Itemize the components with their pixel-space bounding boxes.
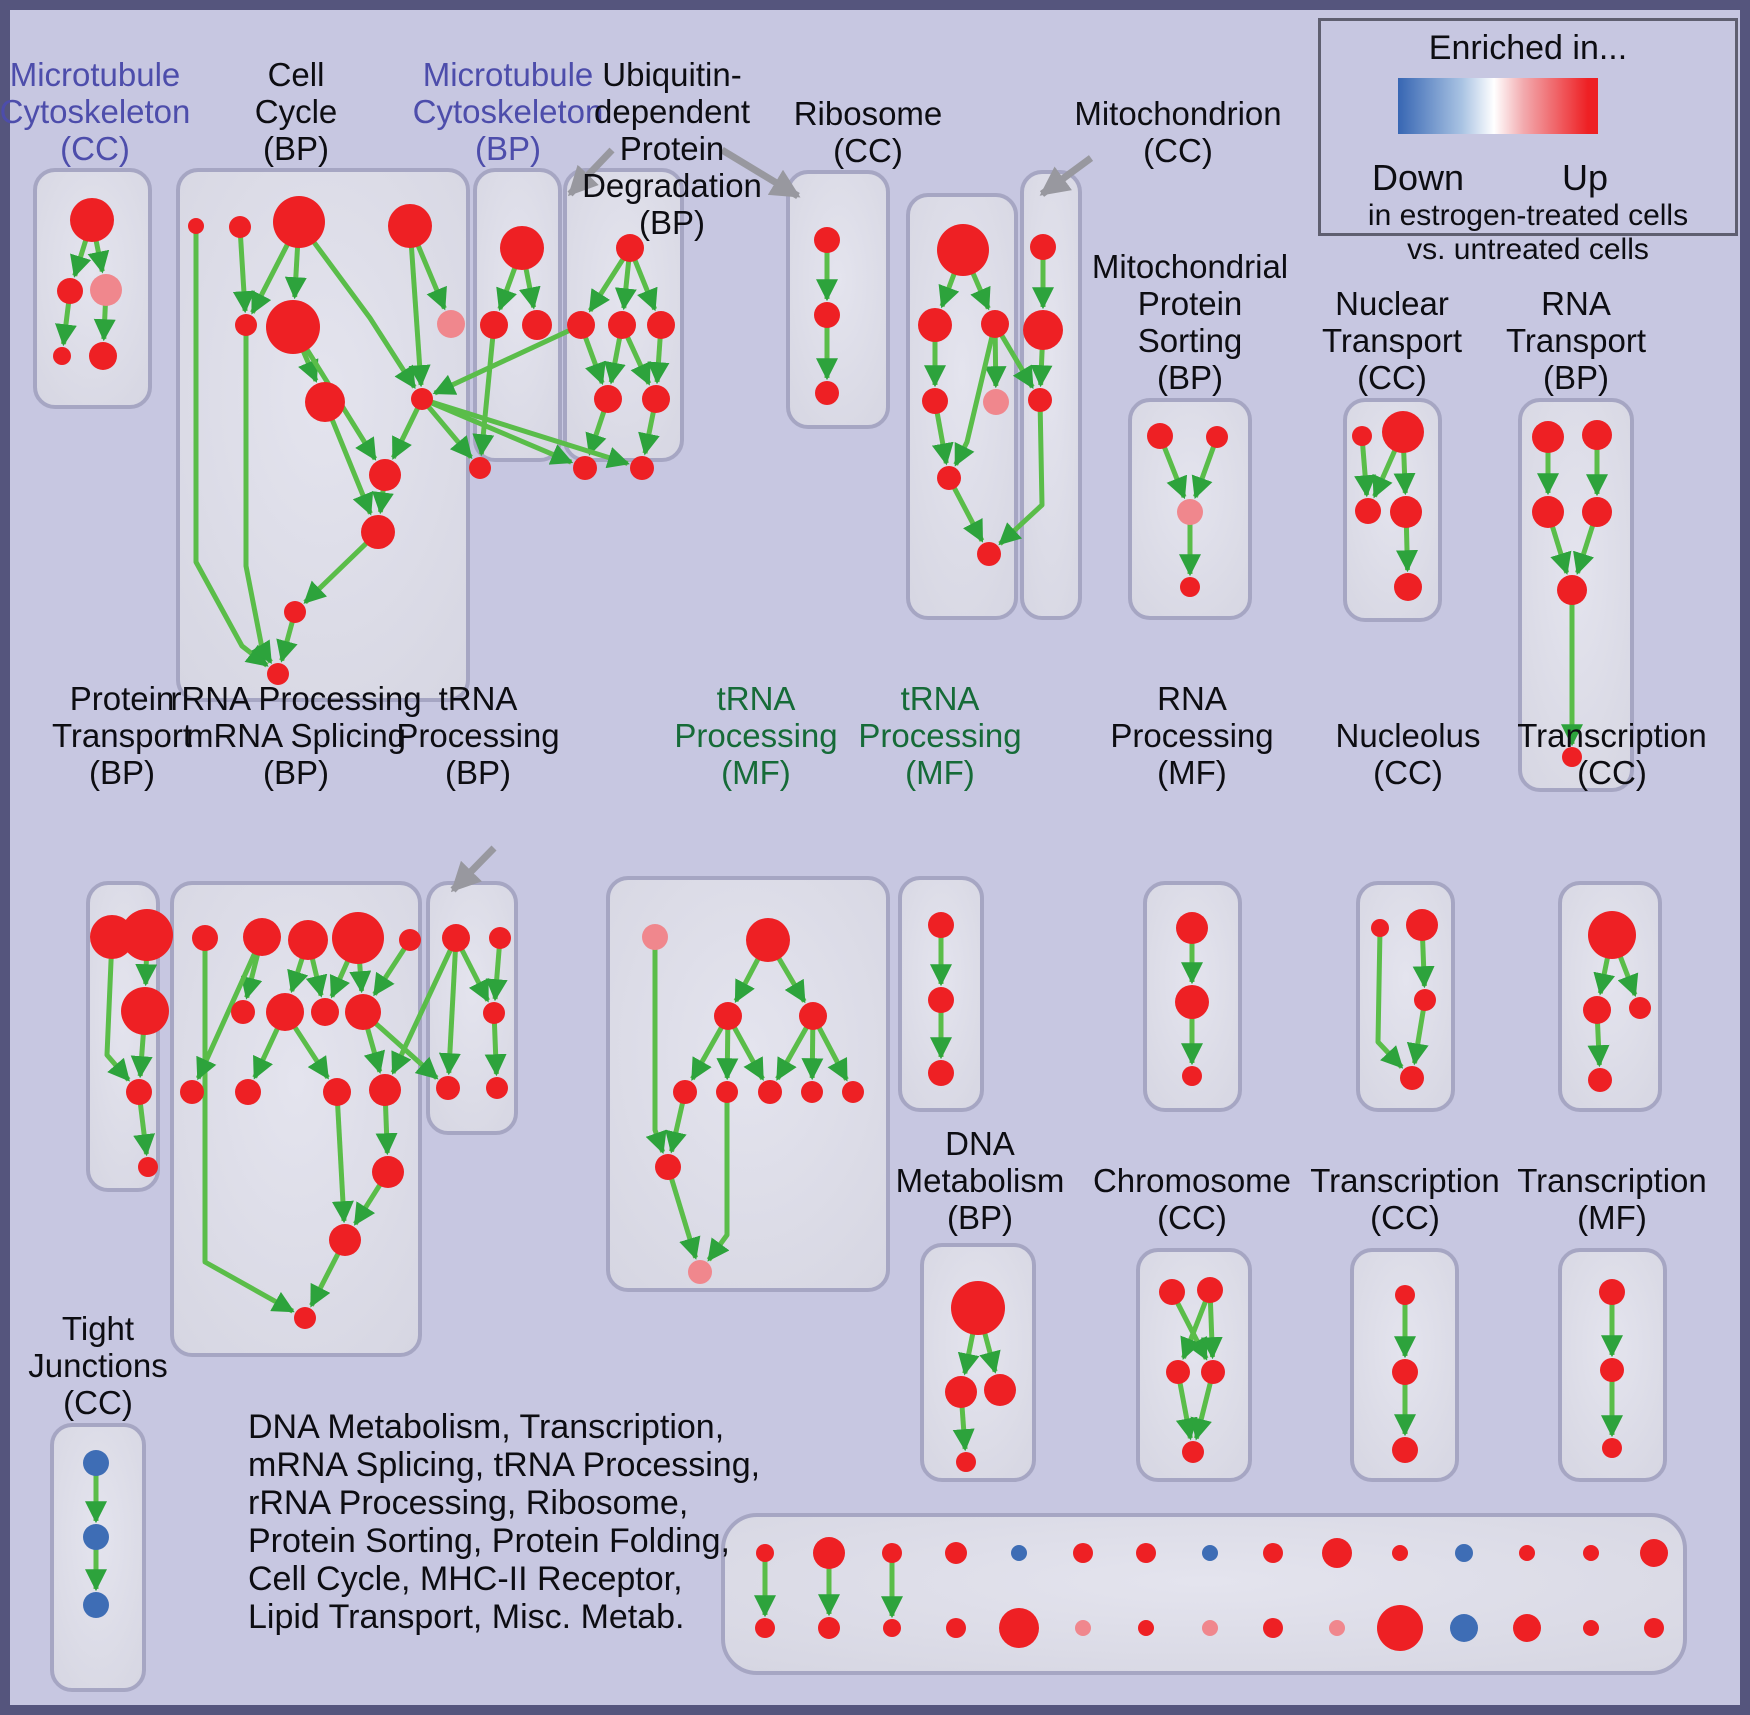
label-nuclear-transport-cc: Nuclear Transport (CC) (1322, 285, 1462, 396)
graph-node-red (345, 994, 381, 1030)
graph-node-red (630, 456, 654, 480)
graph-node-red (372, 1156, 404, 1188)
graph-node-red (815, 381, 839, 405)
label-mitochondrial-protein-sorting-bp: Mitochondrial Protein Sorting (BP) (1091, 248, 1289, 396)
graph-node-red (1322, 1538, 1352, 1568)
footnote-line: rRNA Processing, Ribosome, (248, 1484, 689, 1522)
label-rna-transport-bp: RNA Transport (BP) (1506, 285, 1646, 396)
graph-node-red (192, 925, 218, 951)
graph-node-red (89, 342, 117, 370)
graph-edge (360, 962, 362, 991)
label-ribosome-cc: Ribosome (CC) (793, 95, 943, 169)
graph-node-red (1352, 426, 1372, 446)
graph-node-red (573, 456, 597, 480)
graph-node-red (1023, 310, 1063, 350)
graph-node-red (813, 1537, 845, 1569)
label-ubiquitin-dependent-protein-degradation-bp: Ubiquitin- dependent Protein Degradation (BP) (582, 56, 762, 241)
graph-node-red (1583, 1620, 1599, 1636)
label-rrna-processing-mrna-splicing-bp: rRNA Processing mRNA Splicing (BP) (170, 680, 422, 791)
graph-node-red (928, 912, 954, 938)
graph-node-red (1263, 1543, 1283, 1563)
graph-node-red (673, 1080, 697, 1104)
graph-node-red (1176, 912, 1208, 944)
graph-node-red (329, 1224, 361, 1256)
graph-node-red (758, 1080, 782, 1104)
graph-edge (812, 1028, 813, 1078)
footnote-line: mRNA Splicing, tRNA Processing, (248, 1446, 761, 1484)
graph-node-red (70, 198, 114, 242)
graph-node-red (1201, 1360, 1225, 1384)
cluster-box-misc-clusters (723, 1515, 1685, 1673)
graph-node-red (138, 1157, 158, 1177)
footnote-line: Lipid Transport, Misc. Metab. (248, 1598, 685, 1636)
graph-node-red (883, 1619, 901, 1637)
label-dna-metabolism-bp: DNA Metabolism (BP) (895, 1125, 1065, 1236)
graph-node-red (1136, 1543, 1156, 1563)
graph-edge (104, 304, 106, 339)
graph-node-pink (1075, 1620, 1091, 1636)
label-trna-processing-mf-2: tRNA Processing (MF) (858, 680, 1022, 791)
label-rna-processing-mf: RNA Processing (MF) (1110, 680, 1274, 791)
graph-node-red (714, 1002, 742, 1030)
graph-node-red (469, 457, 491, 479)
graph-node-red (1263, 1618, 1283, 1638)
graph-edge (1210, 1301, 1212, 1357)
graph-node-red (235, 314, 257, 336)
graph-node-red (500, 226, 544, 270)
graph-node-red (746, 918, 790, 962)
graph-node-red (1395, 1285, 1415, 1305)
graph-node-red (1583, 996, 1611, 1024)
graph-node-red (1582, 420, 1612, 450)
graph-node-red (1600, 1358, 1624, 1382)
graph-edge (727, 1028, 728, 1078)
graph-node-red (1394, 573, 1422, 601)
graph-node-red (842, 1081, 864, 1103)
legend-title: Enriched in... (1428, 29, 1628, 67)
graph-node-red (486, 1077, 508, 1099)
graph-node-red (1392, 1545, 1408, 1561)
graph-node-red (388, 204, 432, 248)
graph-node-red (1147, 423, 1173, 449)
graph-node-red (266, 993, 304, 1031)
graph-node-blue (83, 1524, 109, 1550)
graph-node-red (57, 278, 83, 304)
graph-node-red (1513, 1614, 1541, 1642)
graph-node-pink (642, 924, 668, 950)
graph-node-red (1602, 1438, 1622, 1458)
graph-node-red (922, 388, 948, 414)
label-microtubule-cytoskeleton-cc: Microtubule Cytoskeleton (CC) (0, 56, 191, 167)
graph-node-red (1400, 1066, 1424, 1090)
label-chromosome-cc: Chromosome (CC) (1092, 1162, 1292, 1236)
graph-node-red (984, 1374, 1016, 1406)
graph-node-pink (1177, 499, 1203, 525)
graph-node-red (369, 459, 401, 491)
legend-subtitle-2: vs. untreated cells (1407, 233, 1649, 266)
graph-node-red (332, 912, 384, 964)
graph-node-red (951, 1281, 1005, 1335)
graph-edge (140, 1033, 143, 1076)
graph-edge (1404, 451, 1406, 493)
label-transcription-cc-2: Transcription (CC) (1310, 1162, 1500, 1236)
label-mitochondrion-cc: Mitochondrion (CC) (1074, 95, 1282, 169)
label-tight-junctions-cc: Tight Junctions (CC) (28, 1310, 168, 1421)
graph-edge (146, 959, 147, 984)
graph-node-red (483, 1002, 505, 1024)
legend-gradient-bar (1398, 78, 1598, 134)
graph-node-red (1182, 1066, 1202, 1086)
graph-node-red (937, 466, 961, 490)
graph-node-red (294, 1307, 316, 1329)
graph-node-pink (1329, 1620, 1345, 1636)
graph-node-red (361, 515, 395, 549)
graph-node-red (882, 1543, 902, 1563)
graph-node-red (1166, 1360, 1190, 1384)
graph-node-red (1138, 1620, 1154, 1636)
graph-node-blue (1202, 1545, 1218, 1561)
graph-node-red (1377, 1605, 1423, 1651)
graph-node-red (1583, 1545, 1599, 1561)
graph-node-pink (90, 274, 122, 306)
graph-node-red (369, 1074, 401, 1106)
graph-node-red (1197, 1277, 1223, 1303)
cluster-box-dna-metabolism-bp (922, 1245, 1034, 1480)
graph-node-red (1588, 911, 1636, 959)
label-transcription-cc: Transcription (CC) (1517, 717, 1707, 791)
graph-node-red (567, 311, 595, 339)
graph-node-red (1159, 1279, 1185, 1305)
graph-node-red (1599, 1279, 1625, 1305)
legend-up-label: Up (1561, 157, 1609, 198)
graph-node-red (1414, 989, 1436, 1011)
graph-node-red (121, 987, 169, 1035)
label-trna-processing-bp: tRNA Processing (BP) (396, 680, 560, 791)
graph-edge (657, 337, 660, 382)
graph-edge (494, 1022, 496, 1074)
graph-node-red (1519, 1545, 1535, 1561)
graph-node-red (945, 1376, 977, 1408)
graph-edge (1423, 939, 1425, 986)
graph-node-blue (1011, 1545, 1027, 1561)
graph-node-red (814, 227, 840, 253)
legend-box (1318, 18, 1738, 266)
graph-node-red (937, 224, 989, 276)
label-transcription-mf: Transcription (MF) (1517, 1162, 1707, 1236)
graph-node-red (655, 1154, 681, 1180)
graph-node-red (243, 918, 281, 956)
graph-node-red (1390, 496, 1422, 528)
graph-node-red (928, 987, 954, 1013)
graph-node-pink (437, 310, 465, 338)
graph-node-red (305, 382, 345, 422)
graph-node-blue (1455, 1544, 1473, 1562)
graph-node-red (126, 1079, 152, 1105)
graph-node-red (180, 1080, 204, 1104)
graph-node-red (1392, 1437, 1418, 1463)
graph-node-red (945, 1542, 967, 1564)
graph-node-red (323, 1078, 351, 1106)
footnote-line: DNA Metabolism, Transcription, (248, 1408, 725, 1446)
graph-node-red (608, 311, 636, 339)
graph-node-red (981, 310, 1009, 338)
graph-node-red (1640, 1539, 1668, 1567)
graph-node-red (1532, 421, 1564, 453)
graph-node-red (480, 311, 508, 339)
graph-node-red (801, 1081, 823, 1103)
graph-node-red (1028, 388, 1052, 412)
graph-node-red (53, 347, 71, 365)
graph-node-red (1073, 1543, 1093, 1563)
graph-node-pink (983, 389, 1009, 415)
graph-node-red (1406, 909, 1438, 941)
graph-edge (380, 489, 383, 512)
graph-node-red (188, 218, 204, 234)
graph-node-red (799, 1002, 827, 1030)
graph-node-red (716, 1081, 738, 1103)
footnote-line: Protein Sorting, Protein Folding, (248, 1522, 730, 1560)
graph-node-red (1030, 234, 1056, 260)
footnote-line: Cell Cycle, MHC-II Receptor, (248, 1560, 683, 1598)
graph-edge (1406, 526, 1407, 570)
graph-edge (1041, 348, 1043, 385)
graph-node-red (121, 909, 173, 961)
graph-edge (1598, 1022, 1600, 1065)
label-protein-transport-bp: Protein Transport (BP) (52, 680, 192, 791)
graph-edge (386, 1104, 388, 1153)
graph-node-red (928, 1060, 954, 1086)
graph-node-red (1175, 985, 1209, 1019)
graph-node-red (594, 385, 622, 413)
graph-node-red (1382, 411, 1424, 453)
graph-node-red (284, 601, 306, 623)
graph-node-red (946, 1618, 966, 1638)
graph-node-red (436, 1076, 460, 1100)
graph-node-red (522, 310, 552, 340)
graph-node-red (311, 998, 339, 1026)
cluster-box-cell-cycle-bp (178, 170, 468, 700)
graph-node-red (1182, 1441, 1204, 1463)
graph-node-red (288, 920, 328, 960)
graph-node-red (489, 927, 511, 949)
graph-node-red (818, 1617, 840, 1639)
graph-node-red (918, 308, 952, 342)
graph-node-red (273, 196, 325, 248)
graph-node-red (1180, 577, 1200, 597)
graph-node-red (647, 311, 675, 339)
graph-edge (995, 336, 996, 386)
graph-node-red (1371, 919, 1389, 937)
graph-node-red (977, 542, 1001, 566)
graph-edge (295, 246, 298, 297)
graph-node-blue (83, 1450, 109, 1476)
graph-node-red (1532, 496, 1564, 528)
label-trna-processing-mf-1: tRNA Processing (MF) (674, 680, 838, 791)
graph-node-red (1582, 497, 1612, 527)
graph-node-red (1557, 575, 1587, 605)
graph-node-red (1588, 1068, 1612, 1092)
legend-down-label: Down (1371, 157, 1465, 198)
graph-node-red (1355, 498, 1381, 524)
graph-node-red (231, 1000, 255, 1024)
label-nucleolus-cc: Nucleolus (CC) (1335, 717, 1481, 791)
graph-node-red (266, 300, 320, 354)
graph-node-red (1206, 426, 1228, 448)
graph-node-red (229, 216, 251, 238)
graph-node-red (956, 1452, 976, 1472)
graph-node-red (442, 924, 470, 952)
graph-node-pink (1202, 1620, 1218, 1636)
graph-node-red (399, 929, 421, 951)
graph-node-red (411, 388, 433, 410)
graph-node-pink (688, 1260, 712, 1284)
graph-node-blue (1450, 1614, 1478, 1642)
merged-clusters-footnote (248, 1408, 760, 1636)
graph-edge (962, 1406, 965, 1449)
label-cell-cycle-bp: Cell Cycle (BP) (254, 56, 338, 167)
label-microtubule-cytoskeleton-bp: Microtubule Cytoskeleton (BP) (412, 56, 604, 167)
graph-node-red (1644, 1618, 1664, 1638)
graph-node-red (1392, 1359, 1418, 1385)
graph-node-red (814, 302, 840, 328)
graph-node-red (235, 1079, 261, 1105)
graph-node-red (999, 1608, 1039, 1648)
graph-node-red (1629, 997, 1651, 1019)
legend-subtitle-1: in estrogen-treated cells (1367, 199, 1689, 232)
graph-node-red (642, 385, 670, 413)
graph-node-blue (83, 1592, 109, 1618)
